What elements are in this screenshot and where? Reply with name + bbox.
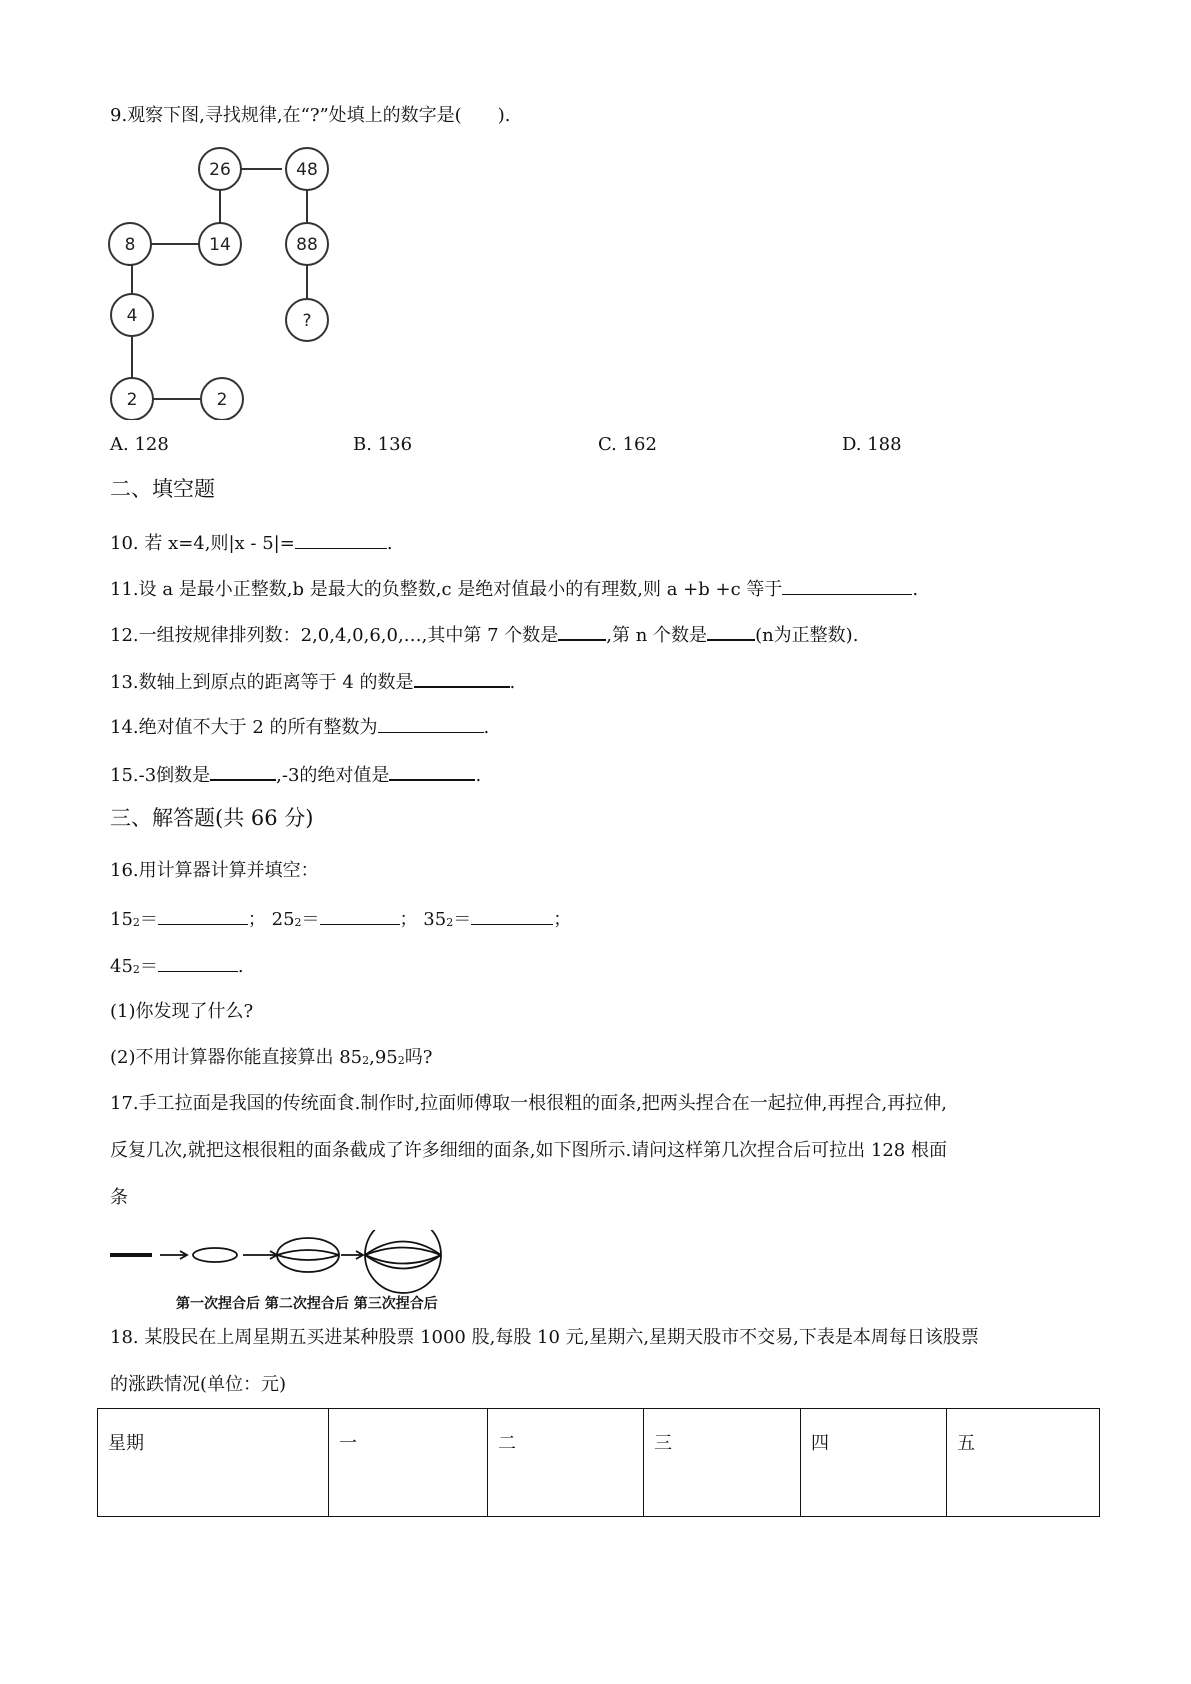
exponent: 2 (397, 1054, 405, 1067)
exponent: 2 (294, 916, 302, 929)
separator: ； (399, 909, 418, 930)
q15-text-1: 15.-3倒数是 (110, 765, 211, 786)
q15-text-2: ,-3的绝对值是 (276, 765, 390, 786)
base-number: 45 (110, 956, 133, 977)
answer-blank (295, 530, 387, 549)
base-number: 35 (423, 909, 447, 930)
q16-sub2-text: ,95 (369, 1047, 398, 1068)
q11 (110, 576, 918, 602)
q16-sub2-text: 吗? (404, 1047, 433, 1068)
exponent: 2 (132, 916, 140, 929)
q9-stem: 9.观察下图,寻找规律,在“?”处填上的数字是( ). (110, 105, 511, 126)
q16-sub2 (110, 1046, 432, 1073)
base-number: 25 (271, 909, 295, 930)
q18-line-1: 18. 某股民在上周星期五买进某种股票 1000 股,每股 10 元,星期六,星期天股市不交易,下表是本周每日该股票 (110, 1327, 979, 1348)
equals-sign: ＝ (301, 909, 320, 930)
q16-stem: 16.用计算器计算并填空： (110, 860, 319, 881)
q9-option-b: B. 136 (353, 434, 413, 455)
section-3-title: 三、解答题(共 66 分) (110, 806, 314, 830)
q9-number-pattern-figure (100, 145, 350, 420)
q9-option-a: A. 128 (110, 434, 169, 455)
q15-end: . (475, 765, 482, 786)
q13-text: 13.数轴上到原点的距离等于 4 的数是 (110, 672, 414, 693)
circle-number: 26 (209, 160, 231, 180)
stock-change-table (97, 1408, 1100, 1517)
base-number: 15 (110, 909, 133, 930)
table-cell: 二 (488, 1409, 644, 1517)
separator: ； (247, 909, 266, 930)
table-cell: 三 (644, 1409, 801, 1517)
circle-number: 2 (216, 390, 228, 410)
q15 (110, 761, 481, 788)
q14-end: . (483, 717, 490, 738)
table-cell: 星期 (98, 1409, 329, 1517)
fold-caption: 第一次捏合后 第二次捏合后 第三次捏合后 (176, 1296, 438, 1312)
table-cell: 四 (801, 1409, 947, 1517)
answer-blank (158, 953, 238, 972)
q12 (110, 621, 858, 648)
table-cell: 五 (947, 1409, 1100, 1517)
exponent: 2 (362, 1054, 370, 1067)
exponent: 2 (446, 916, 454, 929)
answer-blank (389, 761, 475, 781)
q18-line-2: 的涨跌情况(单位：元) (110, 1374, 287, 1395)
exponent: 2 (132, 963, 140, 976)
q16-row-2 (110, 953, 244, 982)
answer-blank (210, 761, 276, 781)
fold-1-loop (193, 1248, 237, 1262)
separator: ； (553, 909, 572, 930)
q17-line-3: 条 (110, 1187, 128, 1208)
q10-end: . (386, 533, 393, 554)
q11-text: 11.设 a 是最小正整数,b 是最大的负整数,c 是绝对值最小的有理数,则 a +b +c 等于 (110, 579, 783, 600)
equals-sign: ＝ (139, 909, 158, 930)
q17-line-1: 17.手工拉面是我国的传统面食.制作时,拉面师傅取一根很粗的面条,把两头捏合在一起拉伸,再捏合,再拉伸, (110, 1093, 947, 1114)
q12-text-3: (n为正整数). (755, 625, 859, 646)
q13 (110, 668, 515, 695)
q12-text-1: 12.一组按规律排列数：2,0,4,0,6,0,…,其中第 7 个数是 (110, 625, 559, 646)
circle-number: 48 (296, 160, 318, 180)
answer-blank (158, 906, 248, 925)
answer-blank (782, 576, 912, 595)
equals-sign: ＝ (453, 909, 472, 930)
q10-text: 10. 若 x=4,则|x - 5|= (110, 533, 295, 554)
q9-option-d: D. 188 (842, 434, 902, 455)
q13-end: . (509, 672, 516, 693)
equals-sign: ＝ (139, 956, 158, 977)
circle-number: 2 (126, 390, 138, 410)
q16-sub2-text: (2)不用计算器你能直接算出 85 (110, 1047, 363, 1068)
q9-option-c: C. 162 (598, 434, 657, 455)
section-2-title: 二、填空题 (110, 477, 215, 501)
period: . (237, 956, 244, 977)
answer-blank (558, 621, 606, 641)
circle-number: 8 (124, 235, 136, 255)
noodle-folding-diagram (108, 1230, 478, 1312)
answer-blank (707, 621, 755, 641)
q16-sub1: (1)你发现了什么? (110, 1001, 254, 1022)
answer-blank (320, 906, 400, 925)
circle-number: 14 (209, 235, 231, 255)
answer-blank (414, 668, 510, 688)
q10 (110, 530, 393, 556)
q14-text: 14.绝对值不大于 2 的所有整数为 (110, 717, 378, 738)
answer-blank (471, 906, 553, 925)
table-row (98, 1409, 1100, 1517)
table-cell: 一 (329, 1409, 488, 1517)
q14 (110, 714, 489, 740)
circle-number: 4 (126, 306, 138, 326)
fold-2-loop (277, 1238, 339, 1272)
q16-row-1 (110, 906, 571, 935)
answer-blank (378, 714, 484, 733)
q12-text-2: ,第 n 个数是 (606, 625, 708, 646)
circle-number: ? (302, 311, 312, 331)
q17-line-2: 反复几次,就把这根很粗的面条截成了许多细细的面条,如下图所示.请问这样第几次捏合后可拉出 128 根面 (110, 1140, 947, 1161)
circle-number: 88 (296, 235, 318, 255)
q11-end: . (912, 579, 919, 600)
